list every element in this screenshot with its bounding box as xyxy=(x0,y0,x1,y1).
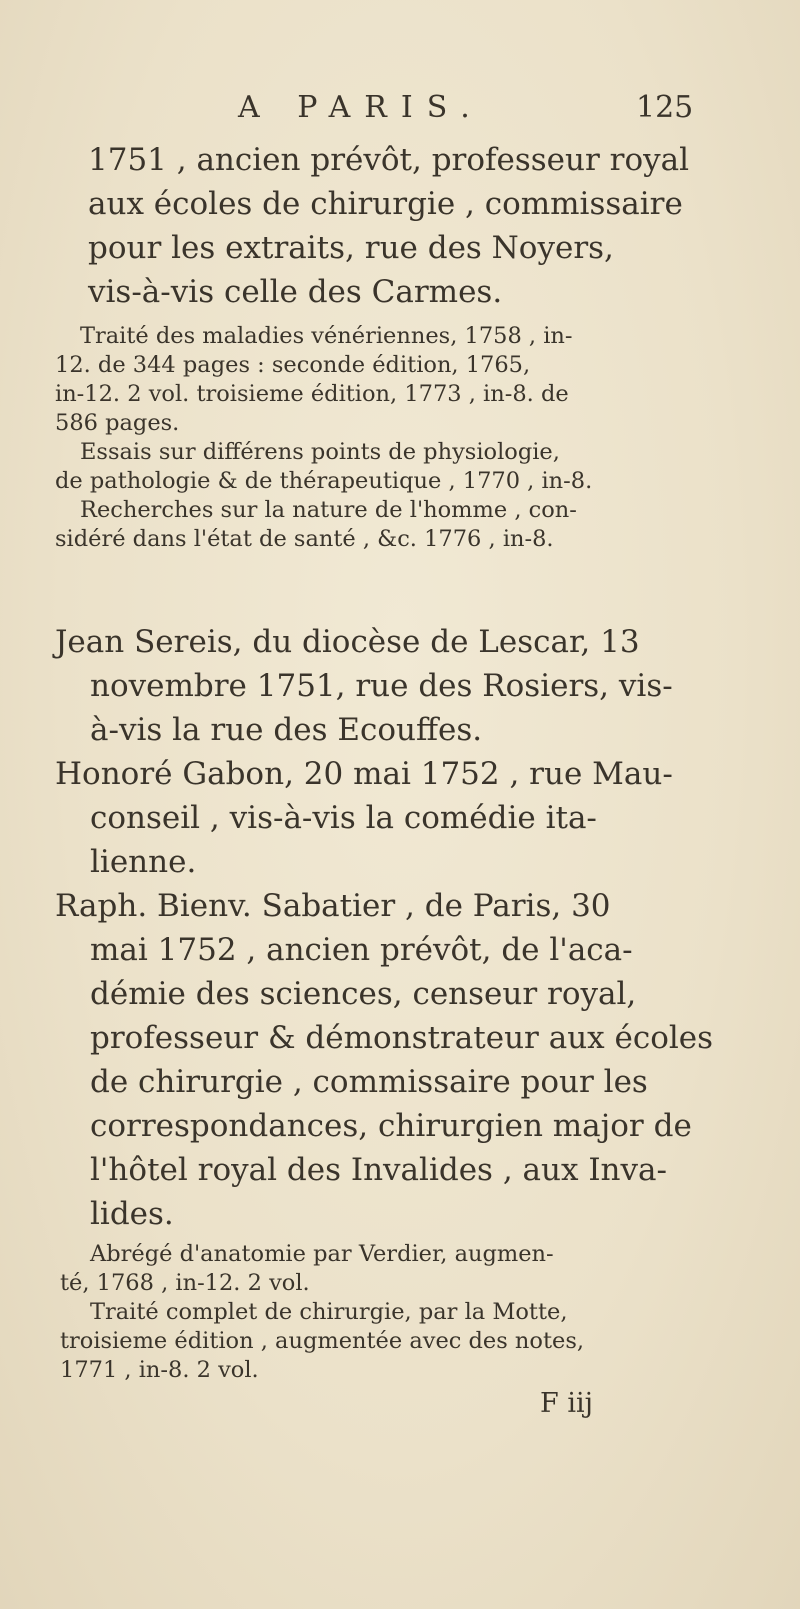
text-line: à-vis la rue des Ecouffes. xyxy=(90,712,483,748)
text-line: pour les extraits, rue des Noyers, xyxy=(88,230,614,266)
text-line: 1771 , in-8. 2 vol. xyxy=(60,1357,259,1383)
text-line: Raph. Bienv. Sabatier , de Paris, 30 xyxy=(55,888,611,924)
text-line: sidéré dans l'état de santé , &c. 1776 , in-8. xyxy=(55,526,554,552)
running-head xyxy=(0,84,800,134)
entries-list xyxy=(0,620,800,1236)
works-list xyxy=(0,1240,800,1385)
entry-continuation xyxy=(0,138,800,314)
text-line: 586 pages. xyxy=(55,410,180,436)
text-line: troisieme édition , augmentée avec des notes, xyxy=(60,1328,585,1354)
text-line: Traité complet de chirurgie, par la Motte, xyxy=(90,1299,568,1325)
signature-mark: F iij xyxy=(540,1388,593,1419)
text-line: de chirurgie , commissaire pour les xyxy=(90,1064,648,1100)
text-line: 12. de 344 pages : seconde édition, 1765, xyxy=(55,352,531,378)
text-line: lienne. xyxy=(90,844,197,880)
text-line: Traité des maladies vénériennes, 1758 , in- xyxy=(80,323,573,349)
text-line: té, 1768 , in-12. 2 vol. xyxy=(60,1270,310,1296)
text-line: Jean Sereis, du diocèse de Lescar, 13 xyxy=(55,624,640,660)
text-line: professeur & démonstrateur aux écoles xyxy=(90,1020,714,1056)
text-line: in-12. 2 vol. troisieme édition, 1773 , in-8. de xyxy=(55,381,569,407)
text-line: vis-à-vis celle des Carmes. xyxy=(88,274,503,310)
text-line: Recherches sur la nature de l'homme , con- xyxy=(80,497,577,523)
text-line: de pathologie & de thérapeutique , 1770 , in-8. xyxy=(55,468,593,494)
text-line: Honoré Gabon, 20 mai 1752 , rue Mau- xyxy=(55,756,673,792)
page-number: 125 xyxy=(636,90,694,125)
text-line: conseil , vis-à-vis la comédie ita- xyxy=(90,800,597,836)
text-line: 1751 , ancien prévôt, professeur royal xyxy=(88,142,690,178)
text-line: Abrégé d'anatomie par Verdier, augmen- xyxy=(90,1241,554,1267)
running-head-title: A PARIS. xyxy=(238,90,484,125)
text-line: aux écoles de chirurgie , commissaire xyxy=(88,186,683,222)
text-line: lides. xyxy=(90,1196,174,1232)
text-line: l'hôtel royal des Invalides , aux Inva- xyxy=(90,1152,667,1188)
text-line: démie des sciences, censeur royal, xyxy=(90,976,637,1012)
works-list xyxy=(0,322,800,554)
text-line: Essais sur différens points de physiologie, xyxy=(80,439,560,465)
text-line: mai 1752 , ancien prévôt, de l'aca- xyxy=(90,932,633,968)
text-line: novembre 1751, rue des Rosiers, vis- xyxy=(90,668,673,704)
text-line: correspondances, chirurgien major de xyxy=(90,1108,692,1144)
